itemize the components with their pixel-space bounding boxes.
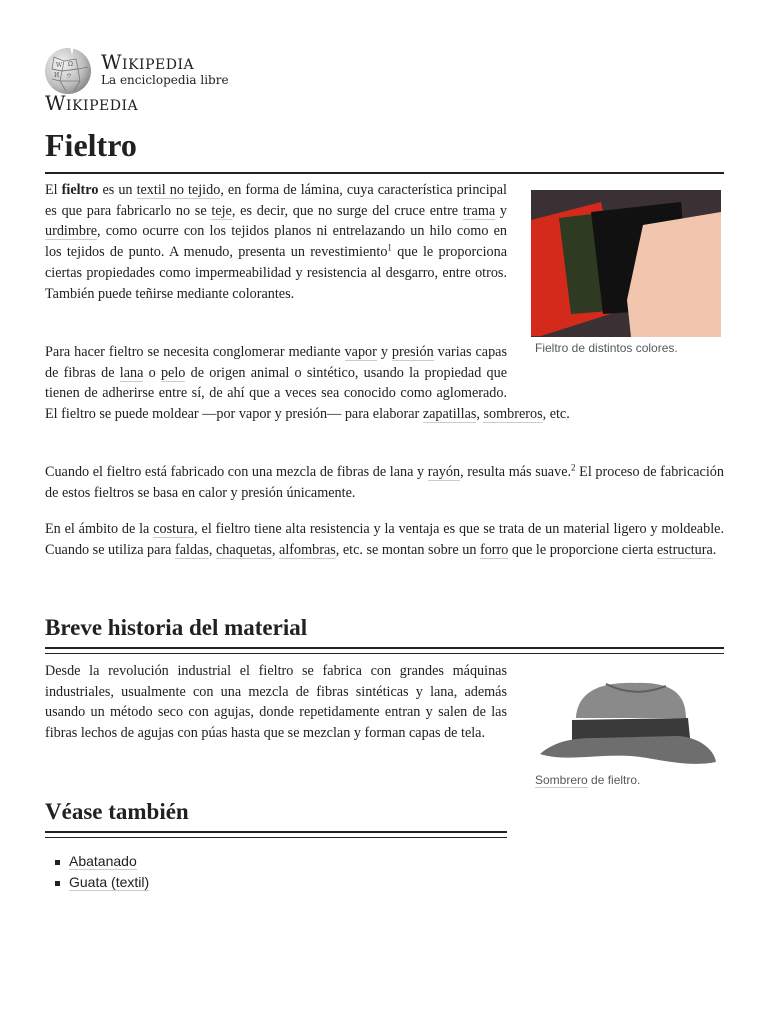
link-rayon[interactable]: rayón xyxy=(427,464,461,480)
link-alfombras[interactable]: alfombras xyxy=(279,541,336,558)
list-item xyxy=(45,872,149,893)
figure-caption-hat: Sombrero de fieltro. xyxy=(535,773,641,787)
svg-text:Ω: Ω xyxy=(68,61,73,68)
title-divider xyxy=(45,172,724,174)
section-heading-history: Breve historia del material xyxy=(45,615,308,640)
link-sombrero[interactable]: Sombrero xyxy=(535,773,588,787)
intro-paragraph-4: En el ámbito de la costura, el fieltro tiene alta resistencia y la ventaja es que se trata de un material ligero y moldeable. Cuando se utiliza para faldas, chaquetas, alfombras, etc. se montan sobre un forro que le proporcione cierta estructura. xyxy=(45,521,724,558)
section-divider xyxy=(45,647,724,649)
history-paragraph: Desde la revolución industrial el fieltro se fabrica con grandes máquinas industriales, usualmente con una mezcla de fibras sintéticas y lana, además usando un método seco con agujas, donde repetidamente entran y salen de las fibras lechos de agujas con púas hasta que se mezclan y forman capas de tela. xyxy=(45,663,507,742)
section-divider xyxy=(45,831,507,833)
link-urdimbre[interactable]: urdimbre xyxy=(45,223,98,240)
intro-paragraph-1: El fieltro es un textil no tejido, en forma de lámina, cuya característica principal es que para fabricarlo no se teje, es decir, que no surge del cruce entre trama y urdimbre, como ocurre con los tejidos planos ni entrelazando un hilo como en los tejidos de punto. A menudo, presenta un revestimiento$^1$ que le proporciona ciertas propiedades como impermeabilidad y resistencia al desgarro, entre otros. También puede teñirse mediante colorantes. xyxy=(45,182,508,302)
reference-2[interactable]: 2 xyxy=(571,462,576,473)
intro-paragraph-2: Para hacer fieltro se necesita conglomerar mediante vapor y presión varias capas de fibras de lana o pelo de origen animal o sintético, usando la propiedad que tienen de adherirse entre sí, de ahí que a veces sea conocido como aglomerado. El fieltro se puede moldear —por vapor y presión— para elaborar zapatillas, sombreros, etc. xyxy=(45,344,570,423)
felt-colors-image[interactable] xyxy=(531,190,721,337)
list-item xyxy=(45,851,149,872)
link-zapatillas[interactable]: zapatillas xyxy=(422,406,477,423)
svg-text:И: И xyxy=(54,72,60,79)
link-costura[interactable]: costura xyxy=(153,521,195,537)
link-presion[interactable]: presión xyxy=(391,344,434,360)
link-pelo[interactable]: pelo xyxy=(160,364,186,381)
section-divider-thin xyxy=(45,653,724,654)
intro-paragraph-3: Cuando el fieltro está fabricado con una mezcla de fibras de lana y rayón, resulta más suave.$^2$ El proceso de fabricación de estos fieltros se basa en calor y presión únicamente. xyxy=(45,462,724,501)
svg-text:W: W xyxy=(56,62,63,69)
link-chaquetas[interactable]: chaquetas xyxy=(216,541,272,558)
link-sombreros[interactable]: sombreros xyxy=(483,406,543,423)
link-faldas[interactable]: faldas xyxy=(175,541,209,558)
link-trama[interactable]: trama xyxy=(462,202,496,219)
wikipedia-tagline: La enciclopedia libre xyxy=(101,73,229,87)
figure-caption: Fieltro de distintos colores. xyxy=(535,341,678,355)
link-forro[interactable]: forro xyxy=(479,541,509,558)
felt-hat-image[interactable] xyxy=(536,678,718,770)
link-vapor[interactable]: vapor xyxy=(344,344,377,360)
wikipedia-globe-logo[interactable] xyxy=(44,47,92,95)
link-guata-textil[interactable]: Guata (textil) xyxy=(69,874,150,890)
see-also-list xyxy=(45,851,149,893)
link-textil-no-tejido[interactable]: textil no tejido xyxy=(136,182,221,198)
section-divider-thin xyxy=(45,837,507,838)
link-estructura[interactable]: estructura xyxy=(656,541,713,558)
reference-1[interactable]: 1 xyxy=(387,242,392,253)
wikipedia-wordmark[interactable]: Wikipedia xyxy=(101,50,195,74)
svg-text:ウ: ウ xyxy=(66,73,73,80)
link-teje[interactable]: teje xyxy=(211,202,232,219)
link-abatanado[interactable]: Abatanado xyxy=(69,853,137,869)
page-title: Fieltro xyxy=(45,127,137,163)
wikipedia-wordmark-secondary: Wikipedia xyxy=(45,91,139,115)
section-heading-see-also: Véase también xyxy=(45,799,189,824)
link-lana[interactable]: lana xyxy=(119,364,144,381)
